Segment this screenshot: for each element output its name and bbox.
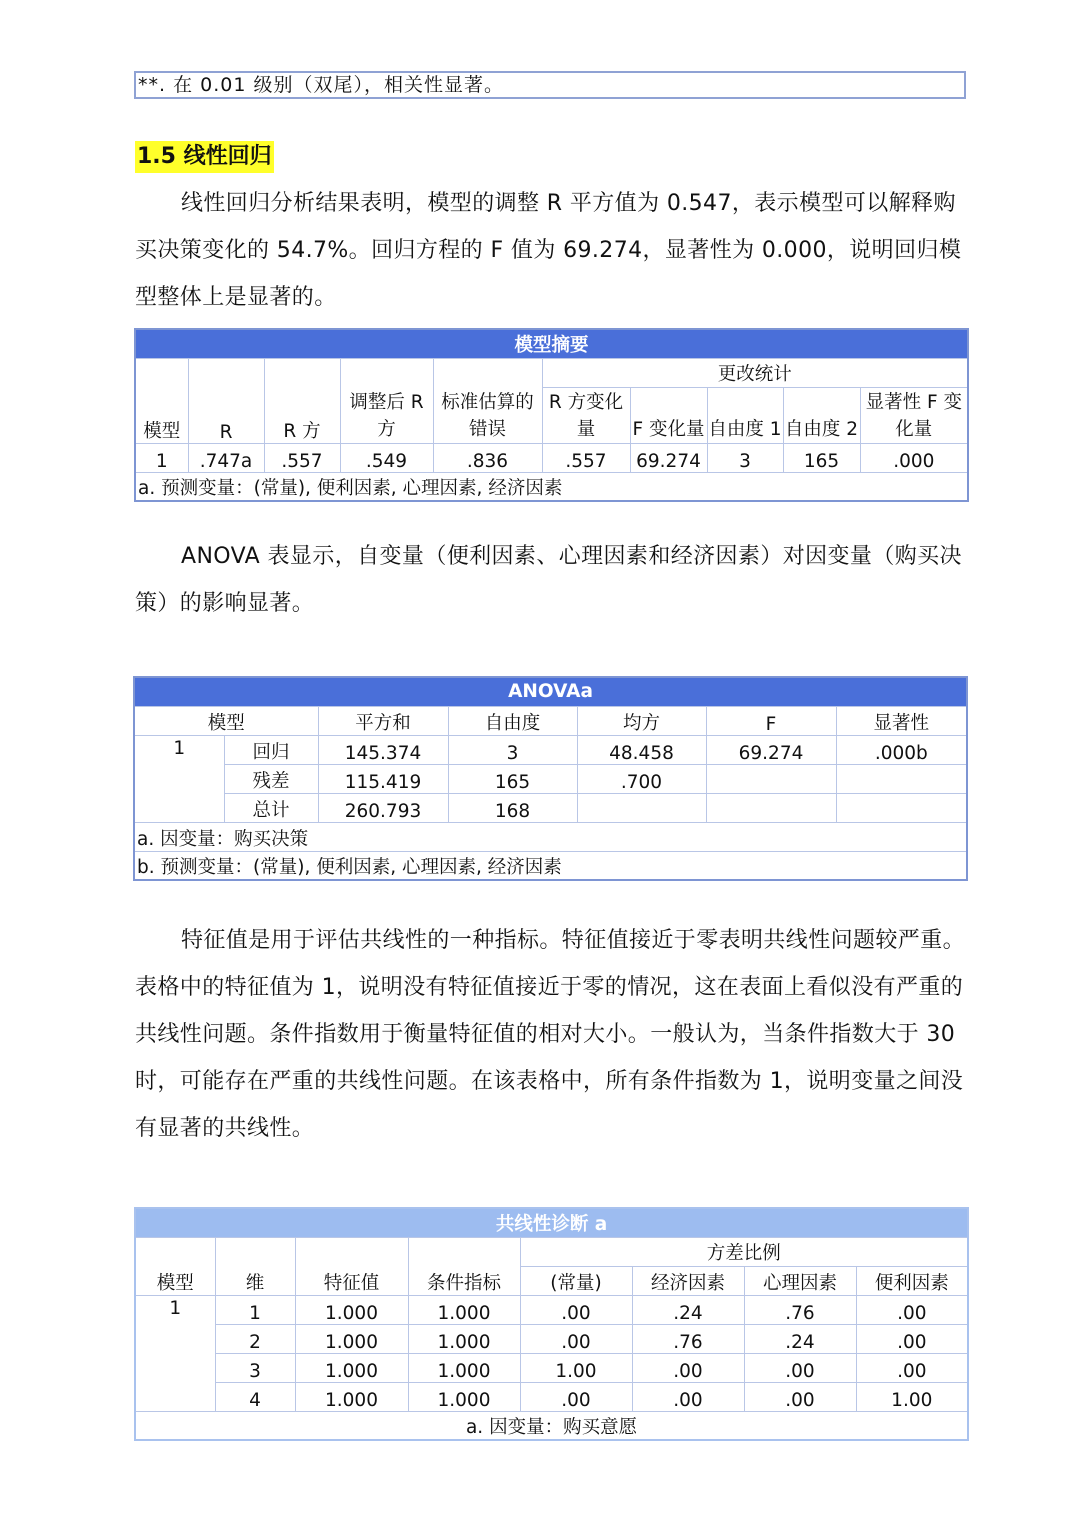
coll-cell: .76 [744,1295,856,1324]
coll-header-dimension: 维 [215,1237,295,1295]
header-change-statistics: 更改统计 [542,358,968,387]
section-heading: 1.5 线性回归 [135,141,274,173]
coll-cell: .00 [856,1324,968,1353]
coll-cell: 1.000 [295,1295,408,1324]
header-r: R [188,358,264,443]
coll-cell: .00 [520,1295,632,1324]
coll-header-model: 模型 [135,1237,215,1295]
header-adjusted-r-square: 调整后 R 方 [340,358,433,443]
coll-header-psychological: 心理因素 [744,1266,856,1295]
anova-cell-f [706,793,836,822]
coll-cell: 1.000 [295,1324,408,1353]
coll-cell: 4 [215,1382,295,1411]
collinearity-diagnostics-table [134,1207,969,1441]
coll-cell: 1.00 [856,1382,968,1411]
coll-cell: .00 [632,1353,744,1382]
cell-r-square: .557 [264,443,340,472]
paragraph-anova-summary: ANOVA 表显示，自变量（便利因素、心理因素和经济因素）对因变量（购买决策）的影响显著。 [135,544,962,616]
anova-row-label: 残差 [224,764,318,793]
model-summary-footnote: a. 预测变量：(常量), 便利因素, 心理因素, 经济因素 [135,472,968,501]
coll-cell: 2 [215,1324,295,1353]
anova-row-label: 回归 [224,735,318,764]
cell-sig-f-change: .000 [860,443,968,472]
anova-cell-f [706,764,836,793]
anova-header-mean-square: 均方 [577,706,706,735]
coll-cell: 1.000 [295,1382,408,1411]
model-summary-table [134,328,969,502]
coll-cell: 1.000 [408,1353,520,1382]
anova-cell-df: 165 [448,764,577,793]
coll-cell: .00 [632,1382,744,1411]
anova-header-df: 自由度 [448,706,577,735]
anova-cell-sig: .000b [836,735,967,764]
anova-cell-sig [836,793,967,822]
cell-r-square-change: .557 [542,443,630,472]
anova-table [133,676,968,881]
coll-cell: .00 [520,1382,632,1411]
coll-cell: .24 [744,1324,856,1353]
coll-cell: 1.000 [408,1295,520,1324]
anova-model-number: 1 [134,735,224,822]
coll-header-economic: 经济因素 [632,1266,744,1295]
collinearity-footnote: a. 因变量：购买意愿 [135,1411,968,1440]
anova-title: ANOVAa [134,677,967,706]
cell-model: 1 [135,443,188,472]
coll-cell: .76 [632,1324,744,1353]
model-summary-title: 模型摘要 [135,329,968,358]
header-df2: 自由度 2 [783,387,860,443]
anova-header-sum-of-squares: 平方和 [318,706,448,735]
collinearity-title: 共线性诊断 a [135,1208,968,1237]
header-r-square: R 方 [264,358,340,443]
header-f-change: F 变化量 [630,387,707,443]
header-std-error: 标准估算的错误 [433,358,542,443]
coll-header-constant: (常量) [520,1266,632,1295]
coll-cell: .00 [856,1295,968,1324]
anova-cell-ss: 145.374 [318,735,448,764]
header-sig-f-change: 显著性 F 变化量 [860,387,968,443]
coll-cell: 1 [215,1295,295,1324]
paragraph-collinearity: 特征值是用于评估共线性的一种指标。特征值接近于零表明共线性问题较严重。表格中的特征值为 1，说明没有特征值接近于零的情况，这在表面上看似没有严重的共线性问题。条件指数用于衡量特征值的相对大小。一般认为，当条件指数大于 30 时，可能存在严重的共线性问题。在该表格中，所有条件指数为 1，说明变量之间没有显著的共线性。 [135,928,966,1141]
anova-footnote-b: b. 预测变量：(常量), 便利因素, 心理因素, 经济因素 [134,851,967,880]
anova-cell-ss: 115.419 [318,764,448,793]
cell-std-error: .836 [433,443,542,472]
header-df1: 自由度 1 [707,387,783,443]
cell-adjusted-r-square: .549 [340,443,433,472]
coll-model-number: 1 [135,1295,215,1411]
cell-f-change: 69.274 [630,443,707,472]
cell-df1: 3 [707,443,783,472]
anova-cell-sig [836,764,967,793]
correlation-significance-note: **. 在 0.01 级别（双尾），相关性显著。 [134,71,966,99]
header-model: 模型 [135,358,188,443]
coll-header-convenience: 便利因素 [856,1266,968,1295]
coll-cell: 1.00 [520,1353,632,1382]
anova-cell-df: 168 [448,793,577,822]
anova-cell-ms [577,793,706,822]
coll-header-eigenvalue: 特征值 [295,1237,408,1295]
coll-cell: 3 [215,1353,295,1382]
anova-cell-ms: 48.458 [577,735,706,764]
paragraph-regression-summary: 线性回归分析结果表明，模型的调整 R 平方值为 0.547，表示模型可以解释购买决策变化的 54.7%。回归方程的 F 值为 69.274，显著性为 0.000，说明回归模型整体上是显著的。 [135,191,962,310]
coll-cell: .24 [632,1295,744,1324]
anova-header-f: F [706,706,836,735]
anova-cell-df: 3 [448,735,577,764]
coll-cell: 1.000 [408,1324,520,1353]
anova-cell-ss: 260.793 [318,793,448,822]
anova-header-sig: 显著性 [836,706,967,735]
anova-footnote-a: a. 因变量：购买决策 [134,822,967,851]
coll-cell: 1.000 [295,1353,408,1382]
coll-cell: .00 [856,1353,968,1382]
anova-cell-f: 69.274 [706,735,836,764]
anova-header-model: 模型 [134,706,318,735]
anova-row-label: 总计 [224,793,318,822]
header-r-square-change: R 方变化量 [542,387,630,443]
cell-df2: 165 [783,443,860,472]
coll-cell: .00 [520,1324,632,1353]
coll-cell: 1.000 [408,1382,520,1411]
coll-cell: .00 [744,1382,856,1411]
coll-header-variance-proportions: 方差比例 [520,1237,968,1266]
coll-header-condition-index: 条件指标 [408,1237,520,1295]
coll-cell: .00 [744,1353,856,1382]
anova-cell-ms: .700 [577,764,706,793]
cell-r: .747a [188,443,264,472]
